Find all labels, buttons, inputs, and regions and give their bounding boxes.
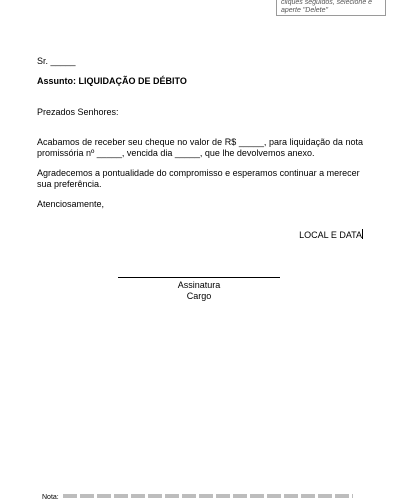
signature-role[interactable]: Cargo	[186, 291, 212, 301]
hint-line-1: cliques seguidos, selecione e	[281, 0, 373, 6]
salutation[interactable]: Sr. _____	[37, 56, 76, 66]
closing[interactable]: Atenciosamente,	[37, 199, 105, 209]
paragraph-thanks[interactable]: Agradecemos a pontualidade do compromisso e esperamos continuar a merecer sua preferência.	[37, 168, 360, 189]
text-cursor	[362, 229, 363, 239]
footer-note-label: Nota:	[42, 494, 59, 500]
paragraph-payment-received[interactable]: Acabamos de receber seu cheque no valor de R$ _____, para liquidação da nota promissória nº _____, vencida dia _____, que lhe devolvemos anexo.	[37, 137, 363, 158]
instruction-hint-box	[276, 0, 386, 16]
subject-line[interactable]: Assunto: LIQUIDAÇÃO DE DÉBITO	[37, 76, 187, 86]
footer-note-blurred-text	[63, 494, 353, 498]
hint-line-2: aperte "Delete"	[281, 7, 328, 14]
signature-line	[118, 277, 280, 278]
signature-name[interactable]: Assinatura	[177, 280, 221, 290]
local-and-date[interactable]	[299, 229, 363, 241]
greeting[interactable]: Prezados Senhores:	[37, 107, 119, 117]
local-date-text: LOCAL E DATA	[299, 230, 362, 240]
footer-note	[42, 494, 372, 500]
